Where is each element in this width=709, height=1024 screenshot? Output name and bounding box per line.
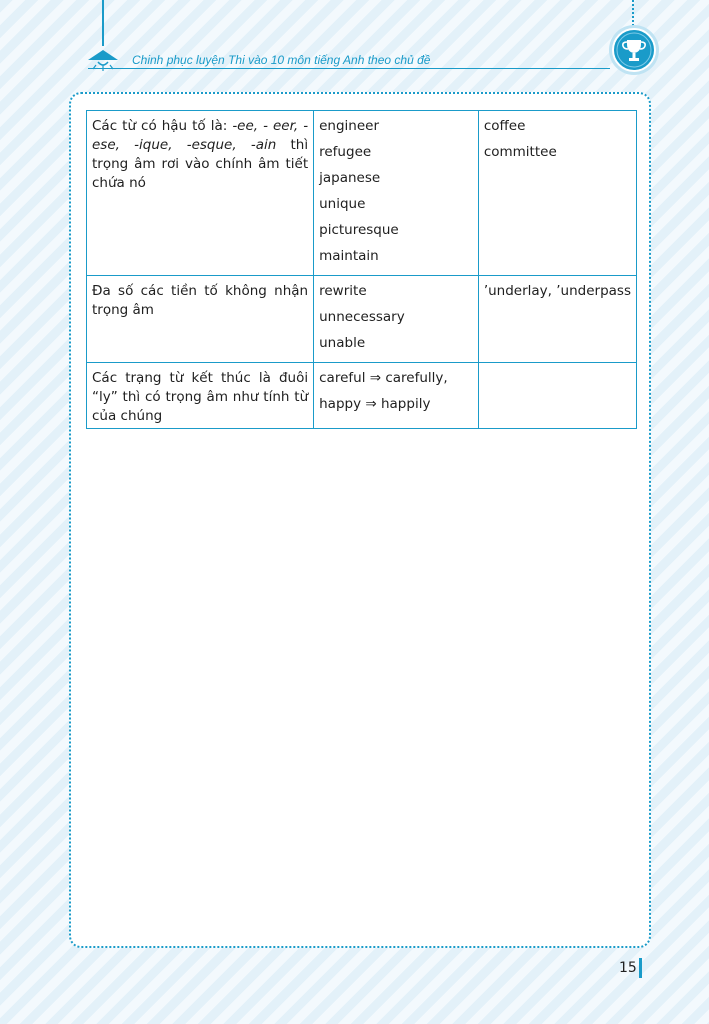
- example-word: unable: [319, 335, 366, 351]
- example-word: japanese: [319, 170, 381, 186]
- rule-text: Các trạng từ kết thúc là đuôi “ly” thì có trọng âm như tính từ của chúng: [92, 370, 309, 424]
- example-word: maintain: [319, 248, 379, 264]
- example-word: happy ⇒ happily: [319, 396, 431, 412]
- rule-cell: [87, 363, 314, 429]
- example-word: refugee: [319, 144, 372, 160]
- page-number-bar: [639, 958, 642, 978]
- exceptions-cell: [478, 276, 636, 363]
- trophy-icon: [608, 24, 660, 76]
- examples-cell: [314, 111, 479, 276]
- badge-cord: [632, 0, 634, 26]
- example-word: rewrite: [319, 283, 367, 299]
- exception-word: coffee: [483, 118, 526, 134]
- example-word: careful ⇒ carefully,: [319, 370, 448, 386]
- example-word: picturesque: [319, 222, 399, 238]
- examples-cell: [314, 276, 479, 363]
- rule-suffixes: -ee, - eer, -ese, -ique, -esque, -ain: [92, 118, 309, 153]
- exception-word: ’underlay, ’underpass: [483, 283, 631, 299]
- table-row: [87, 111, 637, 276]
- exceptions-cell: [478, 111, 636, 276]
- lamp-cord: [102, 0, 104, 46]
- stress-rules-table: [86, 110, 637, 429]
- header-title: Chinh phục luyện Thi vào 10 môn tiếng Anh theo chủ đề: [132, 53, 431, 67]
- examples-cell: [314, 363, 479, 429]
- header-rule: [88, 68, 610, 69]
- example-word: engineer: [319, 118, 380, 134]
- table-row: [87, 363, 637, 429]
- example-word: unnecessary: [319, 309, 405, 325]
- rule-text: Đa số các tiền tố không nhận trọng âm: [92, 283, 309, 318]
- page-number: 15: [619, 960, 637, 976]
- rule-cell: [87, 111, 314, 276]
- exceptions-cell: [478, 363, 636, 429]
- rule-cell: [87, 276, 314, 363]
- table-row: [87, 276, 637, 363]
- example-word: unique: [319, 196, 366, 212]
- rule-text: Các từ có hậu tố là:: [92, 118, 233, 134]
- exception-word: committee: [483, 144, 557, 160]
- rule-text: thì trọng âm rơi vào chính âm tiết chứa nó: [92, 137, 309, 191]
